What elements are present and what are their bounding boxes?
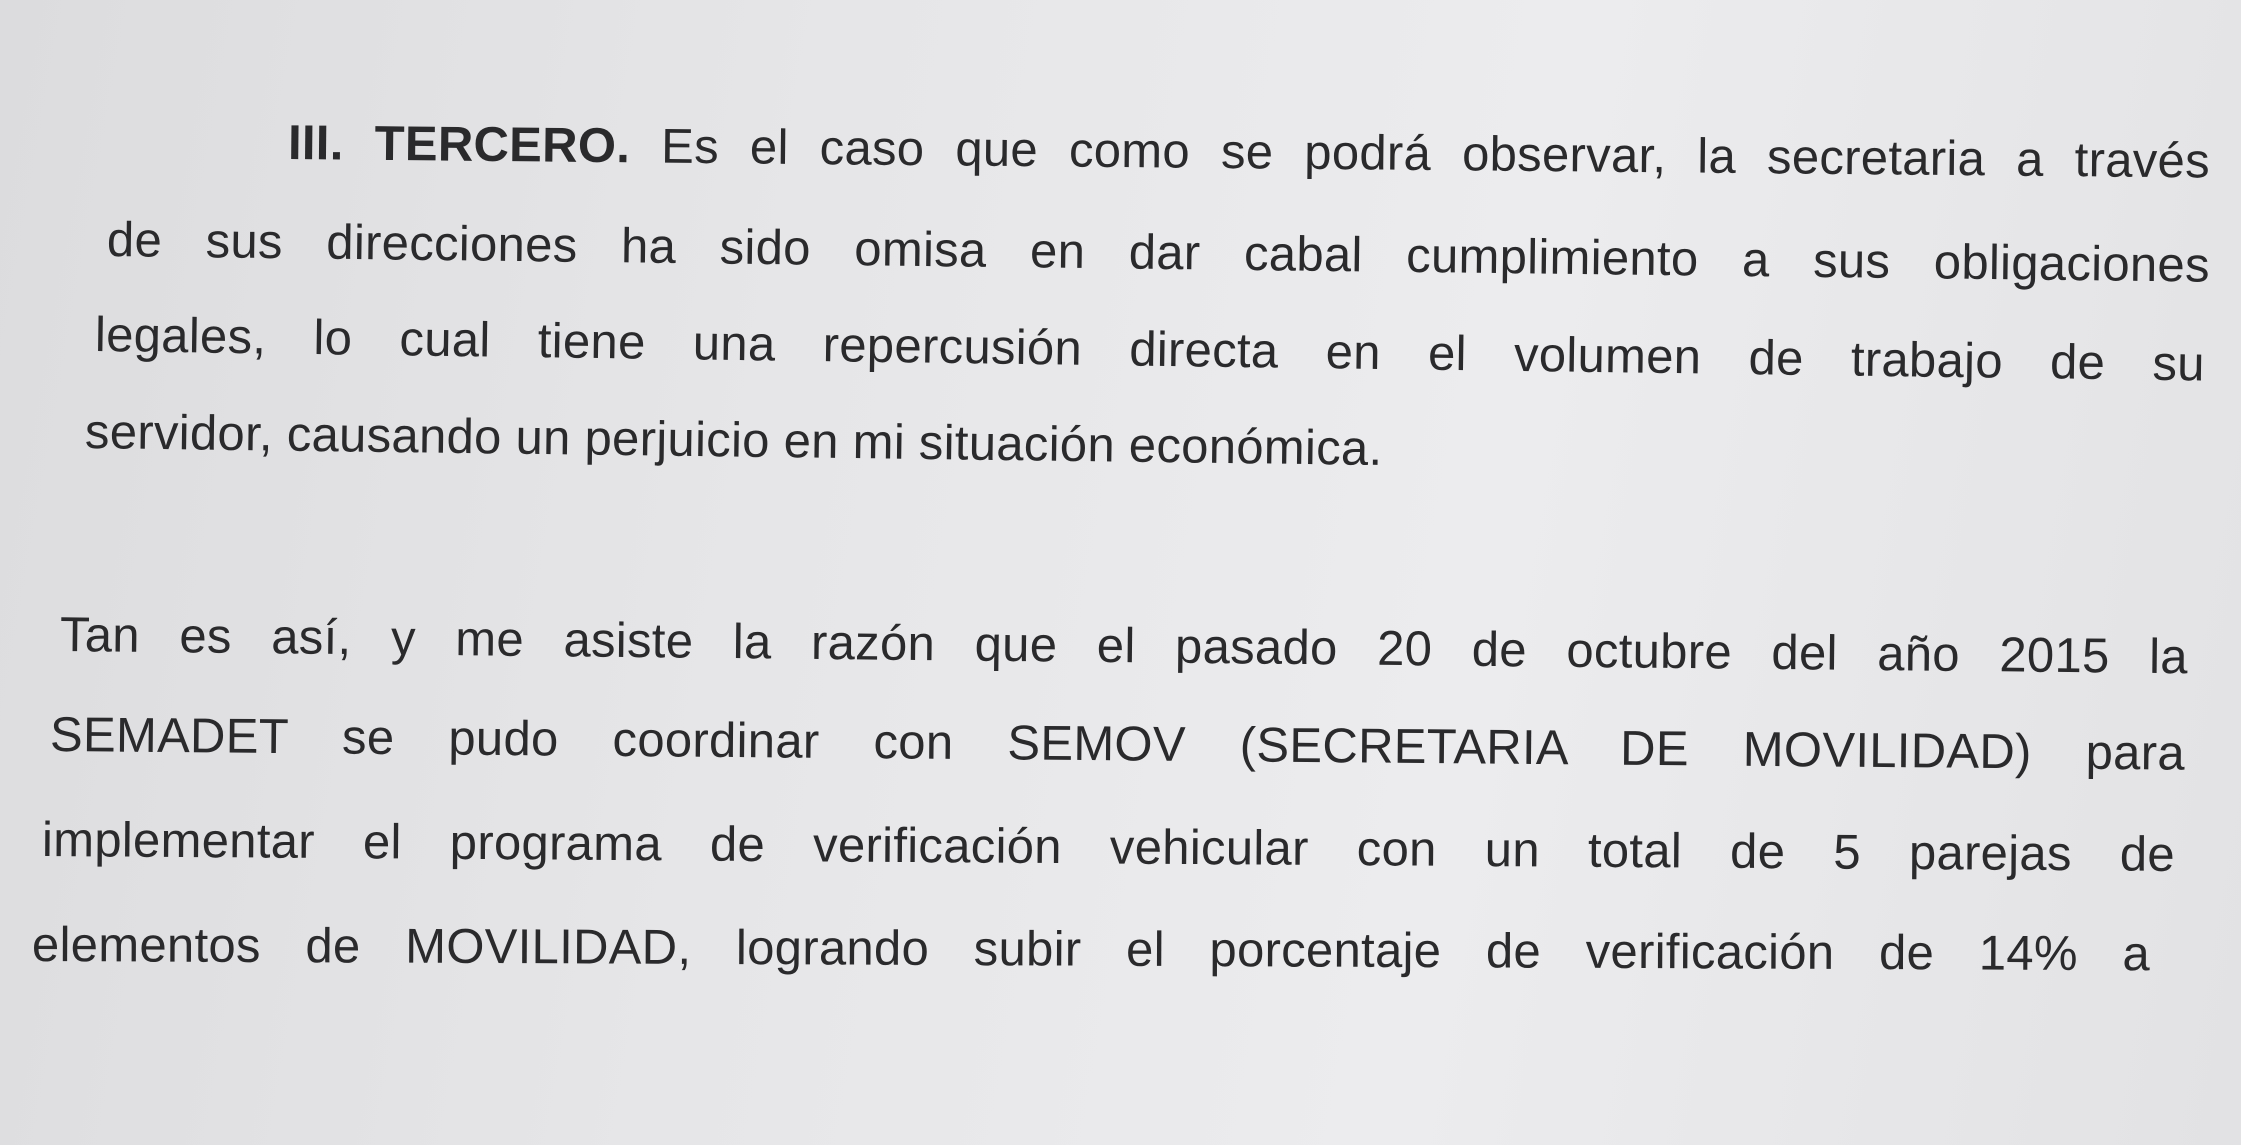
paragraph-2-line-1: Tan es así, y me asiste la razón que el pasado 20 de octubre del año 2015 la [59,608,2189,685]
paragraph-2-line-3: implementar el programa de verificación vehicular con un total de 5 parejas de [41,813,2176,882]
section-heading: III. TERCERO. [287,116,631,174]
paragraph-2-line-2: SEMADET se pudo coordinar con SEMOV (SECRETARIA DE MOVILIDAD) para [49,708,2186,781]
paragraph-1-line-4: servidor, causando un perjuicio en mi situación económica. [84,405,1383,476]
paragraph-1-line-1 [288,113,2210,191]
paragraph-1-line-1-text: Es el caso que como se podrá observar, la secretaria a través [629,119,2211,189]
paragraph-1-line-2: de sus direcciones ha sido omisa en dar cabal cumplimiento a sus obligaciones [106,213,2211,293]
paragraph-2-line-4: elementos de MOVILIDAD, logrando subir el porcentaje de verificación de 14% a [31,918,2151,982]
paragraph-1-line-3: legales, lo cual tiene una repercusión directa en el volumen de trabajo de su [94,308,2206,392]
